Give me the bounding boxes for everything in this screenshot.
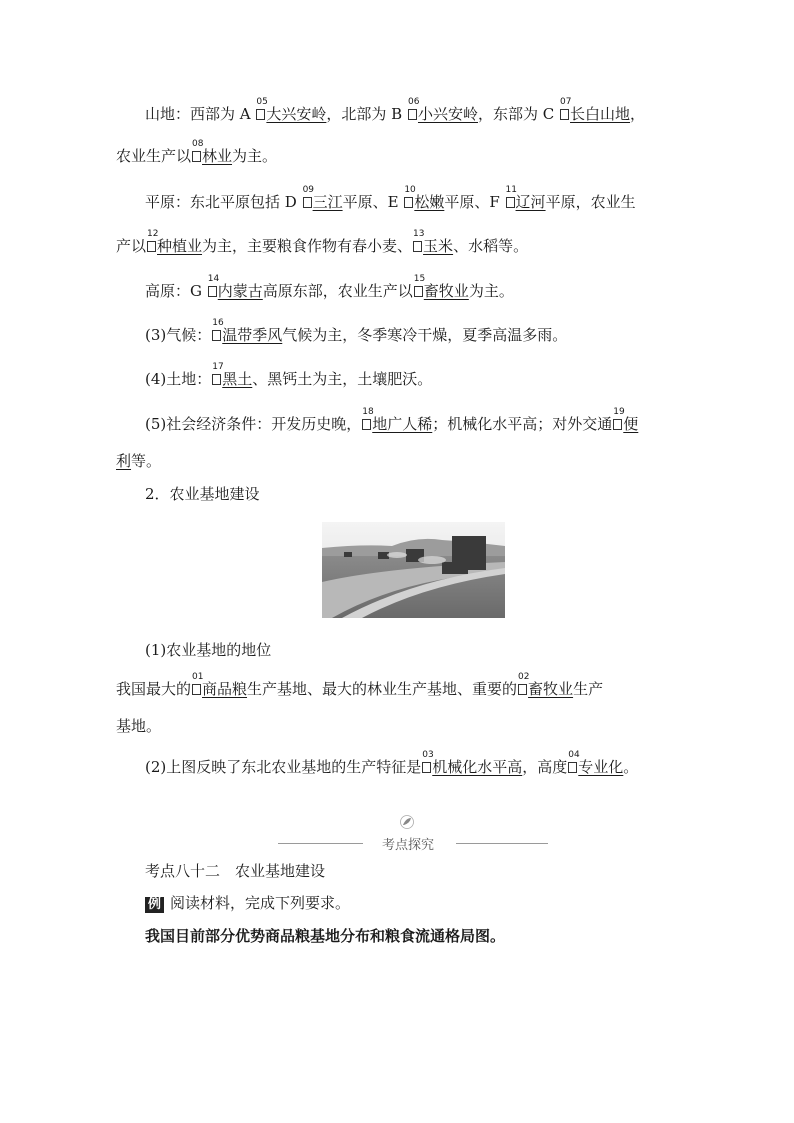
text: 生产 [573, 680, 604, 698]
answer-08: 林业 [202, 147, 233, 165]
answer-box [413, 229, 425, 252]
para-plains-line2 [116, 229, 529, 257]
answer-14: 内蒙古 [217, 282, 263, 300]
text: 为主。 [468, 282, 514, 300]
answer-09: 三江 [312, 193, 343, 211]
answer-box [422, 750, 434, 773]
answer-box [212, 318, 224, 341]
answer-box [362, 407, 374, 430]
harvesters-field-photo [322, 522, 505, 618]
answer-02: 畜牧业 [528, 680, 574, 698]
answer-box [413, 274, 426, 297]
text: (4)土地： [145, 370, 212, 388]
blank-number: 09 [302, 185, 315, 195]
para-socioeconomic-line1 [145, 407, 639, 435]
answer-15: 畜牧业 [423, 282, 469, 300]
para-land [145, 362, 433, 390]
blank-number: 16 [212, 318, 224, 328]
answer-10: 松嫩 [414, 193, 445, 211]
text: 生产基地、最大的林业生产基地、重要的 [247, 680, 518, 698]
leaf-icon [400, 815, 414, 829]
para-production-features [145, 750, 639, 778]
answer-11: 辽河 [515, 193, 546, 211]
divider-left [278, 843, 363, 844]
answer-box [256, 97, 268, 120]
text: 为主，主要粮食作物有春小麦、 [202, 237, 413, 255]
blank-number: 18 [362, 407, 374, 417]
answer-box [404, 185, 416, 208]
text: 山地：西部为 A [145, 105, 251, 123]
text: 农业生产以 [116, 147, 192, 165]
text: ；机械化水平高；对外交通 [432, 415, 613, 433]
text: 为主。 [232, 147, 278, 165]
answer-box [505, 185, 517, 208]
answer-box [518, 672, 530, 695]
section-label: 考点探究 [382, 838, 435, 853]
text: 产以 [116, 237, 147, 255]
answer-box [407, 97, 420, 120]
text: (3)气候： [145, 326, 212, 344]
answer-06: 小兴安岭 [417, 105, 478, 123]
subheading-base-status: (1)农业基地的地位 [145, 641, 272, 659]
text: 等。 [131, 452, 162, 470]
answer-box [568, 750, 580, 773]
text: 平原、F [444, 193, 500, 211]
para-base-status-line1 [116, 672, 604, 700]
answer-05: 大兴安岭 [266, 105, 327, 123]
text: 高原东部，农业生产以 [262, 282, 413, 300]
answer-box [212, 362, 224, 385]
text: 我国最大的 [116, 680, 192, 698]
answer-box [192, 672, 204, 695]
blank-number: 05 [256, 97, 268, 107]
material-text: 我国目前部分优势商品粮基地分布和粮食流通格局图。 [145, 927, 506, 945]
topic-title: 考点八十二 农业基地建设 [145, 862, 326, 880]
answer-17: 黑土 [222, 370, 253, 388]
text: 平原，农业生 [545, 193, 636, 211]
heading-agri-base: 2．农业基地建设 [145, 485, 260, 503]
blank-number: 10 [404, 185, 416, 195]
blank-number: 03 [422, 750, 434, 760]
para-base-status-line2: 基地。 [116, 717, 162, 735]
answer-box [302, 185, 315, 208]
para-socioeconomic-line2 [116, 450, 161, 472]
text: 平原、E [342, 193, 399, 211]
para-plains-line1 [145, 185, 636, 213]
text: 气候为主，冬季寒冷干燥，夏季高温多雨。 [282, 326, 568, 344]
blank-number: 02 [518, 672, 530, 682]
answer-07: 长白山地 [570, 105, 631, 123]
answer-box [192, 139, 204, 162]
answer-box [207, 274, 220, 297]
divider-right [456, 843, 548, 844]
blank-number: 06 [407, 97, 420, 107]
answer-01: 商品粮 [202, 680, 248, 698]
text: 、黑钙土为主，土壤肥沃。 [252, 370, 433, 388]
answer-19-part1: 便 [623, 415, 639, 433]
blank-number: 17 [212, 362, 224, 372]
answer-16: 温带季风 [222, 326, 283, 344]
example-badge: 例 [145, 897, 164, 913]
text: ， [630, 105, 646, 123]
blank-number: 13 [413, 229, 425, 239]
blank-number: 01 [192, 672, 204, 682]
blank-number: 04 [568, 750, 580, 760]
text: 平原：东北平原包括 D [145, 193, 297, 211]
text: ，北部为 B [326, 105, 403, 123]
instruction-text: 阅读材料，完成下列要求。 [170, 894, 351, 912]
blank-number: 19 [613, 407, 625, 417]
text: 。 [623, 758, 639, 776]
blank-number: 07 [560, 97, 572, 107]
text: 、水稻等。 [453, 237, 529, 255]
para-plateau [145, 274, 514, 302]
text: ，东部为 C [478, 105, 555, 123]
para-mountains-line2 [116, 139, 278, 167]
text: ，高度 [522, 758, 568, 776]
answer-box [613, 407, 625, 430]
answer-18: 地广人稀 [372, 415, 433, 433]
answer-03: 机械化水平高 [432, 758, 523, 776]
answer-box [560, 97, 572, 120]
answer-12: 种植业 [157, 237, 203, 255]
answer-19-part2: 利 [116, 452, 132, 470]
answer-13: 玉米 [423, 237, 454, 255]
blank-number: 08 [192, 139, 204, 149]
blank-number: 11 [505, 185, 517, 195]
blank-number: 14 [207, 274, 220, 284]
answer-box [147, 229, 159, 252]
text: 高原：G [145, 282, 202, 300]
answer-04: 专业化 [578, 758, 624, 776]
text: (5)社会经济条件：开发历史晚， [145, 415, 362, 433]
example-instruction-line [145, 892, 350, 914]
para-climate [145, 318, 568, 346]
blank-number: 15 [413, 274, 426, 284]
para-mountains-line1 [145, 97, 646, 125]
blank-number: 12 [147, 229, 159, 239]
text: (2)上图反映了东北农业基地的生产特征是 [145, 758, 422, 776]
